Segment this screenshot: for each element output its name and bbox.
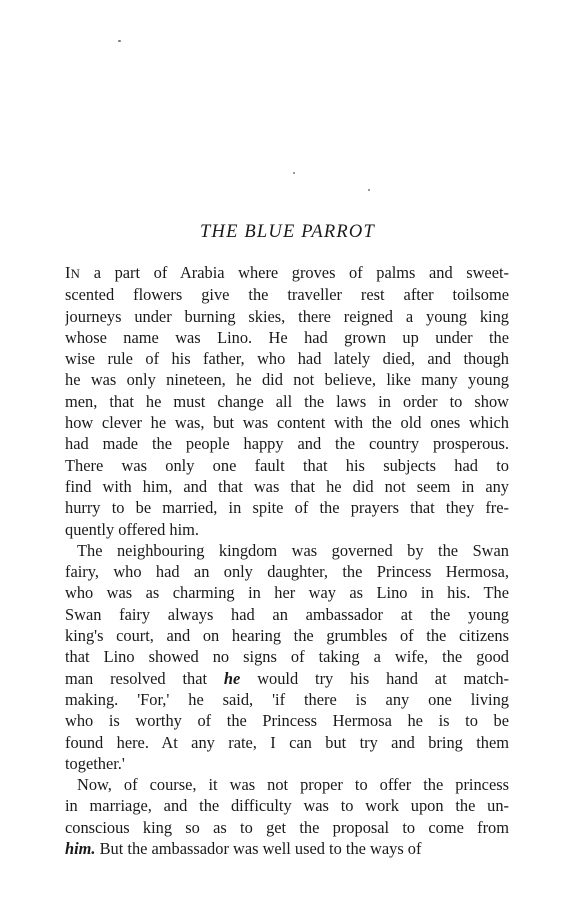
text-line: man resolved that he would try his hand at match- (65, 668, 509, 688)
text-line: conscious king so as to get the proposal to come from (65, 817, 509, 837)
text-line: king's court, and on hearing the grumbles of the citizens (65, 626, 509, 646)
text-line: There was only one fault that his subjects had to (65, 455, 509, 475)
text-line: had made the people happy and the country prosperous. (65, 434, 509, 454)
text-line: journeys under burning skies, there reigned a young king (65, 306, 509, 326)
text-line: IN a part of Arabia where groves of palms and sweet- (65, 263, 509, 282)
text-line: Now, of course, it was not proper to offer the princess (77, 775, 509, 795)
opening-capital: I (65, 263, 71, 282)
page-speck (368, 189, 370, 191)
text-line: find with him, and that was that he did not seem in any (65, 476, 509, 496)
text-line: found here. At any rate, I can but try and bring them (65, 732, 509, 752)
text-line: hurry to be married, in spite of the prayers that they fre- (65, 498, 509, 518)
opening-small-caps: N (70, 266, 81, 281)
text-line: who was as charming in her way as Lino in his. The (65, 583, 509, 603)
text-line: together.' (65, 753, 125, 773)
page-speck (118, 40, 121, 42)
text-line: quently offered him. (65, 519, 199, 539)
text-line: he was only nineteen, he did not believe, like many young (65, 370, 509, 390)
text-line: making. 'For,' he said, 'if there is any one living (65, 689, 509, 709)
text-line: that Lino showed no signs of taking a wife, the good (65, 647, 509, 667)
text-line: him. But the ambassador was well used to the ways of (65, 839, 422, 859)
text-line: men, that he must change all the laws in order to show (65, 391, 509, 411)
text-line: who is worthy of the Princess Hermosa he is to be (65, 711, 509, 731)
text-line: in marriage, and the difficulty was to work upon the un- (65, 796, 509, 816)
emphasized-word: he (223, 668, 241, 688)
text-line: Swan fairy always had an ambassador at the young (65, 604, 509, 624)
paragraph (65, 774, 509, 859)
paragraph (65, 262, 509, 540)
text-line: wise rule of his father, who had lately died, and though (65, 349, 509, 369)
page-speck (293, 172, 295, 174)
text-line: whose name was Lino. He had grown up under the (65, 327, 509, 347)
text-line: The neighbouring kingdom was governed by the Swan (77, 540, 509, 560)
chapter-body (65, 262, 509, 859)
paragraph (65, 540, 509, 774)
chapter-title: THE BLUE PARROT (200, 222, 375, 242)
emphasized-word: him. (65, 839, 96, 859)
text-line: scented flowers give the traveller rest after toilsome (65, 285, 509, 305)
text-line: how clever he was, but was content with the old ones which (65, 413, 509, 433)
text-line: fairy, who had an only daughter, the Princess Hermosa, (65, 562, 509, 582)
